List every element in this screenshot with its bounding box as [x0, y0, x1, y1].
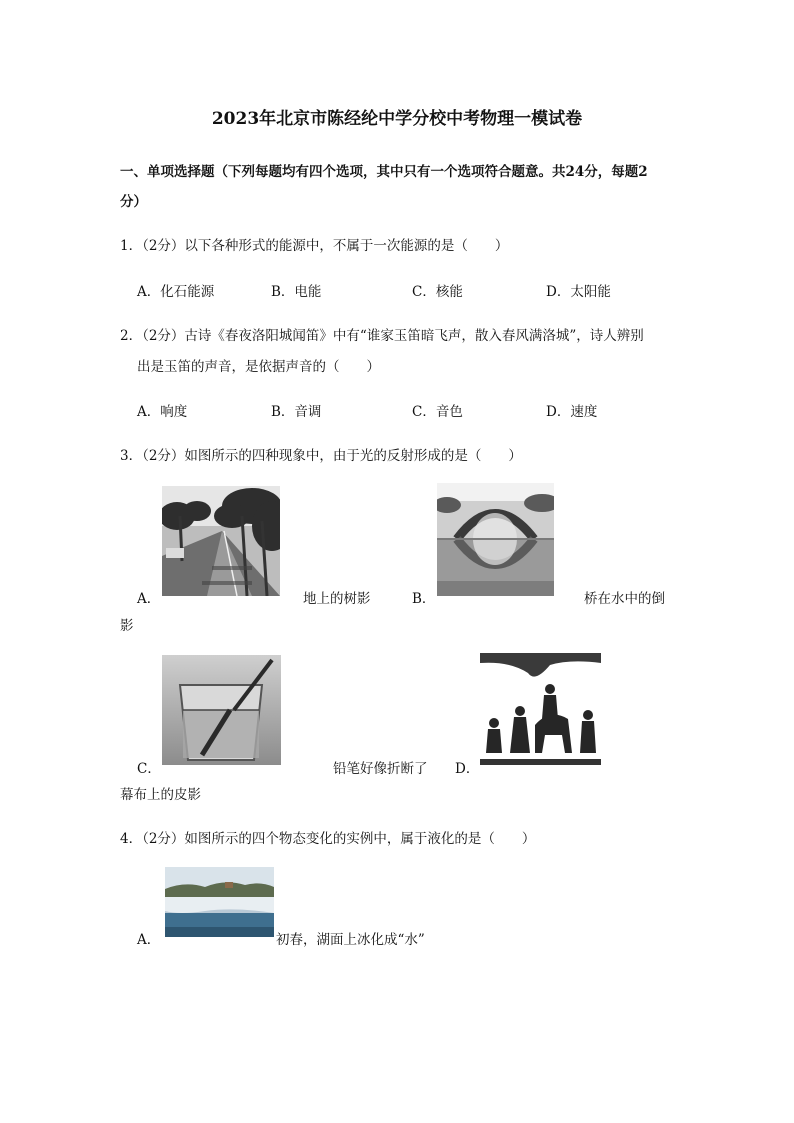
question-2-stem-line1: 2．（2分）古诗《春夜洛阳城闻笛》中有“谁家玉笛暗飞声，散入春风满洛城”，诗人辨别 — [120, 328, 644, 344]
q1-option-c: C．核能 — [412, 284, 463, 300]
bridge-reflection-image — [437, 483, 554, 596]
q1-option-b: B．电能 — [271, 284, 322, 300]
q3-option-a-label: A． — [137, 591, 161, 607]
question-4-stem: 4．（2分）如图所示的四个物态变化的实例中，属于液化的是（ ） — [120, 831, 536, 847]
q3-option-b-label: B． — [412, 591, 436, 607]
page-title: 2023年北京市陈经纶中学分校中考物理一模试卷 — [211, 109, 583, 129]
frozen-lake-image — [165, 867, 274, 937]
q2-option-a: A．响度 — [137, 404, 188, 420]
q2-option-d: D．速度 — [546, 404, 598, 420]
q3-option-b-text-cont: 影 — [120, 618, 134, 634]
q4-option-a-text: 初春，湖面上冰化成“水” — [276, 932, 425, 948]
q3-option-a-text: 地上的树影 — [303, 591, 371, 607]
q2-option-b: B．音调 — [271, 404, 322, 420]
q3-option-c-label: C． — [137, 761, 161, 777]
question-3-stem: 3．（2分）如图所示的四种现象中，由于光的反射形成的是（ ） — [120, 448, 522, 464]
question-2-stem-line2: 出是玉笛的声音，是依据声音的（ ） — [137, 359, 380, 375]
shadow-puppet-image — [480, 653, 601, 765]
tree-shadow-road-image — [162, 486, 280, 596]
section-heading-line1: 一、单项选择题（下列每题均有四个选项，其中只有一个选项符合题意。共24分，每题2 — [120, 164, 648, 180]
q1-option-d: D．太阳能 — [546, 284, 611, 300]
q2-option-c: C．音色 — [412, 404, 463, 420]
section-heading-line2: 分） — [120, 194, 147, 210]
q4-option-a-label: A． — [137, 932, 161, 948]
q3-option-d-text: 幕布上的皮影 — [120, 787, 201, 803]
pencil-in-water-image — [162, 655, 281, 765]
q3-option-b-text: 桥在水中的倒 — [584, 591, 665, 607]
q3-option-d-label: D． — [455, 761, 480, 777]
q1-option-a: A．化石能源 — [137, 284, 215, 300]
question-1-stem: 1．（2分）以下各种形式的能源中，不属于一次能源的是（ ） — [120, 238, 509, 254]
q3-option-c-text: 铅笔好像折断了 — [333, 761, 428, 777]
